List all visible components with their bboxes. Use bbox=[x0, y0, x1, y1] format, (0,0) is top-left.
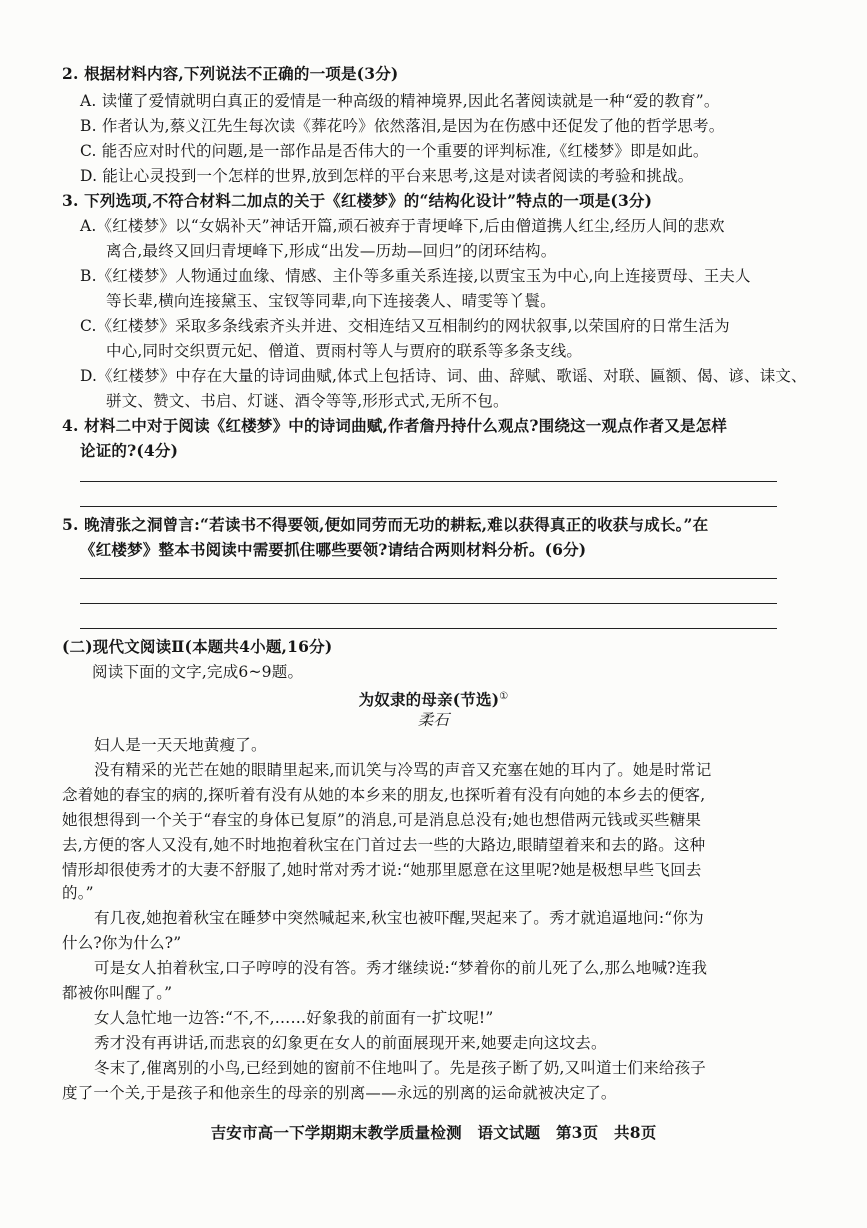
passage-line: 的。” bbox=[62, 884, 94, 902]
passage-line: 情形却很使秀才的大妻不舒服了,她时常对秀才说:“她那里愿意在这里呢?她是极想早些飞回去 bbox=[62, 861, 702, 879]
q4-answer-line-2[interactable] bbox=[80, 506, 777, 507]
q5-answer-line-2[interactable] bbox=[80, 603, 777, 604]
passage-line: 女人急忙地一边答:“不,不,……好象我的前面有一扩坟呢!” bbox=[94, 1009, 494, 1027]
passage-line: 秀才没有再讲话,而悲哀的幻象更在女人的前面展现开来,她要走向这坟去。 bbox=[94, 1034, 607, 1052]
section-instruction: 阅读下面的文字,完成6~9题。 bbox=[92, 663, 304, 681]
passage-line: 没有精采的光芒在她的眼睛里起来,而讥笑与冷骂的声音又充塞在她的耳内了。她是时常记 bbox=[94, 761, 712, 779]
q3-option-b-line2: 等长辈,横向连接黛玉、宝钗等同辈,向下连接袭人、晴雯等丫鬟。 bbox=[106, 292, 556, 310]
q4-answer-line-1[interactable] bbox=[80, 481, 777, 482]
passage-line: 度了一个关,于是孩子和他亲生的母亲的别离——永远的别离的运命就被决定了。 bbox=[62, 1084, 617, 1102]
q5-line1: 5. 晚清张之洞曾言:“若读书不得要领,便如同劳而无功的耕耘,难以获得真正的收获与成长。”在 bbox=[62, 515, 709, 534]
passage-line: 妇人是一天天地黄瘦了。 bbox=[94, 736, 267, 754]
passage-line: 什么?你为什么?” bbox=[62, 934, 182, 952]
q2-option-b: B. 作者认为,蔡义江先生每次读《葬花吟》依然落泪,是因为在伤感中还促发了他的哲学思考。 bbox=[80, 117, 725, 135]
q2-stem: 2. 根据材料内容,下列说法不正确的一项是(3分) bbox=[62, 64, 399, 83]
passage-author: 柔石 bbox=[417, 711, 450, 729]
passage-line: 她很想得到一个关于“春宝的身体已复原”的消息,可是消息总没有;她也想借两元钱或买些糖果 bbox=[62, 811, 702, 829]
section-heading: (二)现代文阅读Ⅱ(本题共4小题,16分) bbox=[62, 637, 333, 656]
q3-option-a-line1: A.《红楼梦》以“女娲补天”神话开篇,顽石被弃于青埂峰下,后由僧道携人红尘,经历人间的悲欢 bbox=[80, 217, 725, 235]
q4-line1: 4. 材料二中对于阅读《红楼梦》中的诗词曲赋,作者詹丹持什么观点?围绕这一观点作者又是怎样 bbox=[62, 416, 728, 435]
passage-line: 念着她的春宝的病的,探听着有没有从她的本乡来的朋友,也探听着有没有向她的本乡去的便客, bbox=[62, 786, 706, 804]
q5-line2: 《红楼梦》整本书阅读中需要抓住哪些要领?请结合两则材料分析。(6分) bbox=[80, 540, 587, 559]
passage-title-wrap bbox=[0, 687, 867, 710]
q5-answer-line-1[interactable] bbox=[80, 578, 777, 579]
passage-line: 有几夜,她抱着秋宝在睡梦中突然喊起来,秋宝也被吓醒,哭起来了。秀才就追逼地问:“你为 bbox=[94, 909, 704, 927]
q5-answer-line-3[interactable] bbox=[80, 628, 777, 629]
q3-option-d-line1: D.《红楼梦》中存在大量的诗词曲赋,体式上包括诗、词、曲、辞赋、歌谣、对联、匾额、偈、谚、诔文、 bbox=[80, 367, 807, 385]
passage-line: 去,方便的客人又没有,她不时地抱着秋宝在门首过去一些的大路边,眼睛望着来和去的路。这种 bbox=[62, 836, 706, 854]
passage-line: 可是女人拍着秋宝,口子哼哼的没有答。秀才继续说:“梦着你的前儿死了么,那么地喊?连我 bbox=[94, 959, 708, 977]
passage-line: 都被你叫醒了。” bbox=[62, 984, 173, 1002]
q4-line2: 论证的?(4分) bbox=[80, 441, 179, 460]
page-footer: 吉安市高一下学期期末教学质量检测 语文试题 第3页 共8页 bbox=[210, 1123, 657, 1142]
passage-line: 冬末了,催离别的小鸟,已经到她的窗前不住地叫了。先是孩子断了奶,又叫道士们来给孩子 bbox=[94, 1059, 706, 1077]
q3-stem: 3. 下列选项,不符合材料二加点的关于《红楼梦》的“结构化设计”特点的一项是(3分) bbox=[62, 191, 653, 210]
q3-option-a-line2: 离合,最终又回归青埂峰下,形成“出发—历劫—回归”的闭环结构。 bbox=[106, 242, 557, 260]
q3-option-c-line1: C.《红楼梦》采取多条线索齐头并进、交相连结又互相制约的网状叙事,以荣国府的日常生活为 bbox=[80, 317, 730, 335]
passage-title: 为奴隶的母亲(节选) bbox=[358, 690, 500, 710]
q2-option-a: A. 读懂了爱情就明白真正的爱情是一种高级的精神境界,因此名著阅读就是一种“爱的教育”。 bbox=[80, 92, 720, 110]
q3-option-c-line2: 中心,同时交织贾元妃、僧道、贾雨村等人与贾府的联系等多条支线。 bbox=[106, 342, 583, 360]
q2-option-c: C. 能否应对时代的问题,是一部作品是否伟大的一个重要的评判标准,《红楼梦》即是如此。 bbox=[80, 142, 709, 160]
q3-option-b-line1: B.《红楼梦》人物通过血缘、情感、主仆等多重关系连接,以贾宝玉为中心,向上连接贾母、王夫人 bbox=[80, 267, 751, 285]
q2-option-d: D. 能让心灵投到一个怎样的世界,放到怎样的平台来思考,这是对读者阅读的考验和挑战。 bbox=[80, 167, 694, 185]
passage-title-footnote: ① bbox=[499, 691, 509, 702]
q3-option-d-line2: 骈文、赞文、书启、灯谜、酒令等等,形形式式,无所不包。 bbox=[106, 392, 509, 410]
